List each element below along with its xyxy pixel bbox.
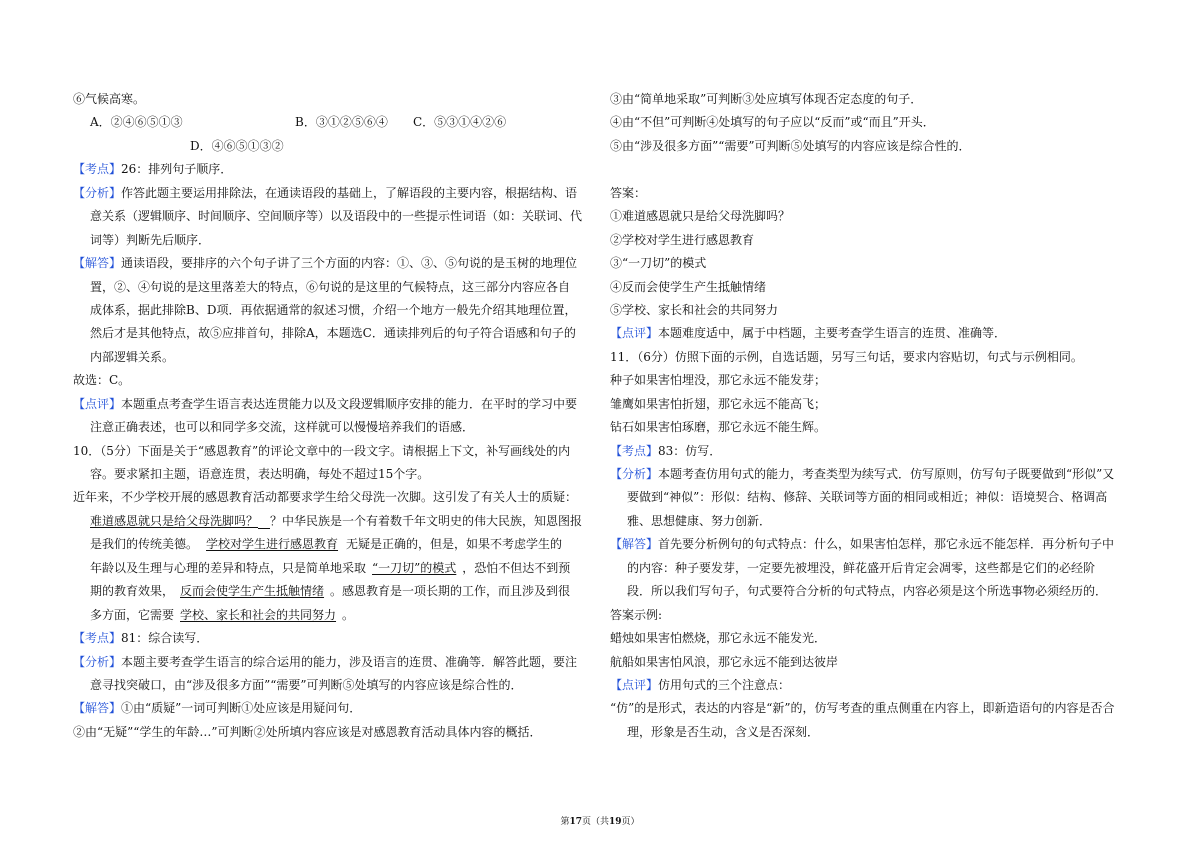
kaodian-text: 26：排列句子顺序． — [121, 162, 233, 177]
kaodian-3 — [610, 440, 1135, 463]
fenxi-3 — [610, 463, 1135, 486]
fenxi-1-cont: 意关系（逻辑顺序、时间顺序、空间顺序等）以及语段中的一些提示性词语（如：关联词、代 — [90, 209, 583, 224]
fenxi-1 — [73, 182, 595, 205]
dianping-tag: 【点评】 — [610, 677, 659, 692]
fenxi-text: 本题主要考查学生语言的综合运用的能力，涉及语言的连贯、准确等．解答此题，要注 — [121, 654, 578, 669]
option-c: C．⑤③①④②⑥ — [413, 115, 507, 130]
answer-item-2: ②学校对学生进行感恩教育 — [610, 232, 755, 247]
passage-text: 。 — [342, 607, 355, 622]
left-column — [73, 88, 595, 744]
options-row-1 — [73, 111, 595, 134]
fenxi-2 — [73, 651, 595, 674]
jieda-2-item-5: ⑤由“涉及很多方面”“需要”可判断⑤处填写的内容应该是综合性的． — [610, 138, 971, 153]
passage-text: 无疑是正确的，但是，如果不考虑学生的 — [346, 537, 563, 552]
answer-choice: 故选：C。 — [73, 373, 131, 388]
page-footer — [0, 814, 1200, 827]
jieda-text: 首先要分析例句的句式特点：什么，如果害怕怎样，那它永远不能怎样．再分析句子中 — [658, 537, 1115, 552]
fenxi-3-cont: 雅、思想健康、努力创新． — [627, 513, 772, 528]
jieda-tag: 【解答】 — [73, 701, 122, 716]
passage-text: 年龄以及生理与心理的差异和特点，只是简单地采取 — [90, 560, 367, 575]
jieda-3-cont: 段．所以我们写句子，句式要符合分析的句式特点，内容必须是这个所选事物必须经历的． — [627, 584, 1108, 599]
fenxi-tag: 【分析】 — [73, 654, 122, 669]
option-line-6: ⑥气候高寒。 — [73, 92, 146, 106]
fenxi-text: 作答此题主要运用排除法，在通读语段的基础上，了解语段的主要内容，根据结构、语 — [121, 185, 578, 200]
passage-text: ，恐怕不但达不到预 — [462, 560, 571, 575]
question-10: 10．（5分）下面是关于“感恩教育”的评论文章中的一段文字。请根据上下文，补写画线处的内 — [73, 443, 571, 458]
blank-answer-5: 学校、家长和社会的共同努力 — [180, 607, 337, 622]
spacer — [610, 158, 1135, 181]
kaodian-text: 81：综合读写． — [121, 631, 209, 646]
note-line: “仿”的是形式，表达的内容是“新”的，仿写考查的重点侧重在内容上，即新造语句的内容是否合 — [610, 701, 1115, 716]
kaodian-1 — [73, 158, 595, 181]
passage-text: ？中华民族是一个有着数千年文明史的伟大民族，知恩图报 — [270, 513, 583, 528]
jieda-tag: 【解答】 — [610, 537, 659, 552]
question-10-cont: 容。要求紧扣主题，语意连贯，表达明确，每处不超过15个字。 — [90, 467, 430, 481]
kaodian-text: 83：仿写． — [658, 443, 722, 458]
kaodian-tag: 【考点】 — [610, 443, 659, 458]
dianping-text: 本题重点考查学生语言表达连贯能力以及文段逻辑顺序安排的能力．在平时的学习中要 — [121, 396, 578, 411]
passage-text: 多方面，它需要 — [90, 607, 175, 622]
dianping-3 — [610, 674, 1135, 697]
sample-answer-heading: 答案示例: — [610, 607, 663, 622]
fenxi-1-cont: 词等）判断先后顺序． — [90, 232, 211, 247]
answer-item-5: ⑤学校、家长和社会的共同努力 — [610, 302, 779, 317]
page-number: 17 — [569, 817, 582, 827]
kaodian-tag: 【考点】 — [73, 162, 122, 177]
passage-text: 期的教育效果， — [90, 584, 175, 599]
option-a: A．②④⑥⑤①③ — [90, 115, 183, 130]
fenxi-2-cont: 意寻找突破口，由“涉及很多方面”“需要”可判断⑤处填写的内容应该是综合性的． — [90, 677, 523, 692]
blank-answer-2: 学校对学生进行感恩教育 — [206, 537, 339, 552]
example-line-3: 钻石如果害怕琢磨，那它永远不能生辉。 — [610, 420, 827, 435]
footer-text: 第 — [560, 817, 570, 827]
footer-text: 页（共 — [581, 817, 609, 827]
options-row-2 — [73, 135, 595, 158]
passage-text: 。感恩教育是一项长期的工作，而且涉及到很 — [330, 584, 571, 599]
jieda-1-cont: 成体系，据此排除B、D项．再依据通常的叙述习惯，介绍一个地方一般先介绍其地理位置， — [90, 302, 577, 317]
blank-underline — [258, 514, 270, 529]
note-line-cont: 理，形象是否生动，含义是否深刻． — [627, 724, 820, 739]
jieda-1 — [73, 252, 595, 275]
passage-line — [73, 557, 595, 580]
jieda-1-cont: 然后才是其他特点，故⑤应排首句，排除A，本题选C．通读排列后的句子符合语感和句子的 — [90, 326, 576, 341]
passage-line — [73, 580, 595, 603]
sample-answer-1: 蜡烛如果害怕燃烧，那它永远不能发光． — [610, 631, 827, 646]
jieda-3-cont: 的内容：种子要发芽，一定要先被埋没，鲜花盛开后肯定会凋零，这些都是它们的必经阶 — [627, 560, 1096, 575]
answer-item-4: ④反而会使学生产生抵触情绪 — [610, 279, 767, 294]
dianping-2 — [610, 322, 1135, 345]
sample-answer-2: 航船如果害怕风浪，那它永远不能到达彼岸 — [610, 654, 839, 669]
fenxi-text: 本题考查仿用句式的能力，考查类型为续写式．仿写原则，仿写句子既要做到“形似”又 — [658, 467, 1115, 481]
jieda-2-cont: ②由“无疑”“学生的年龄…”可判断②处所填内容应该是对感恩教育活动具体内容的概括． — [73, 724, 542, 739]
jieda-3 — [610, 533, 1135, 556]
passage-line — [73, 604, 595, 627]
right-column — [610, 88, 1135, 744]
option-b: B．③①②⑤⑥④ — [295, 115, 388, 130]
passage-text: 是我们的传统美德。 — [90, 537, 199, 552]
kaodian-2 — [73, 627, 595, 650]
dianping-text: 本题难度适中，属于中档题，主要考查学生语言的连贯、准确等． — [658, 326, 1007, 341]
footer-text: 页） — [621, 817, 640, 827]
blank-answer-1: 难道感恩就只是给父母洗脚吗？ — [90, 513, 259, 528]
kaodian-tag: 【考点】 — [73, 631, 122, 646]
dianping-1-cont: 注意正确表述，也可以和同学多交流，这样就可以慢慢培养我们的语感． — [90, 420, 475, 435]
total-pages: 19 — [609, 817, 622, 827]
answer-heading: 答案： — [610, 185, 647, 200]
dianping-tag: 【点评】 — [610, 326, 659, 341]
option-d: D．④⑥⑤①③② — [190, 138, 284, 153]
passage-line — [73, 510, 595, 533]
jieda-2 — [73, 697, 595, 720]
dianping-tag: 【点评】 — [73, 396, 122, 411]
blank-answer-4: 反而会使学生产生抵触情绪 — [180, 584, 325, 599]
jieda-2-item-3: ③由“简单地采取”可判断③处应填写体现否定态度的句子． — [610, 92, 923, 106]
example-line-2: 雏鹰如果害怕折翅，那它永远不能高飞； — [610, 396, 827, 411]
answer-item-3: ③“一刀切”的模式 — [610, 256, 707, 271]
passage-line: 近年来，不少学校开展的感恩教育活动都要求学生给父母洗一次脚。这引发了有关人士的质疑： — [73, 490, 578, 505]
jieda-1-cont: 置，②、④句说的是这里落差大的特点，⑥句说的是这里的气候特点，这三部分内容应各自 — [90, 279, 571, 294]
jieda-1-cont: 内部逻辑关系。 — [90, 349, 175, 364]
question-11: 11．（6分）仿照下面的示例，自选话题，另写三句话，要求内容贴切，句式与示例相同。 — [610, 349, 1083, 364]
jieda-tag: 【解答】 — [73, 256, 122, 271]
example-line-1: 种子如果害怕埋没，那它永远不能发芽； — [610, 373, 827, 388]
dianping-text: 仿用句式的三个注意点： — [658, 677, 791, 692]
dianping-1 — [73, 393, 595, 416]
jieda-text: 通读语段，要排序的六个句子讲了三个方面的内容：①、③、⑤句说的是玉树的地理位 — [121, 256, 578, 271]
answer-item-1: ①难道感恩就只是给父母洗脚吗？ — [610, 209, 791, 224]
jieda-text: ①由“质疑”一词可判断①处应该是用疑问句． — [121, 701, 362, 716]
fenxi-tag: 【分析】 — [610, 467, 659, 481]
blank-answer-3: “一刀切”的模式 — [372, 560, 457, 575]
fenxi-3-cont: 要做到“神似”：形似：结构、修辞、关联词等方面的相同或相近；神似：语境契合、格调高 — [627, 490, 1108, 505]
fenxi-tag: 【分析】 — [73, 185, 122, 200]
passage-line — [73, 533, 595, 556]
jieda-2-item-4: ④由“不但”可判断④处填写的句子应以“反而”或“而且”开头． — [610, 115, 935, 130]
